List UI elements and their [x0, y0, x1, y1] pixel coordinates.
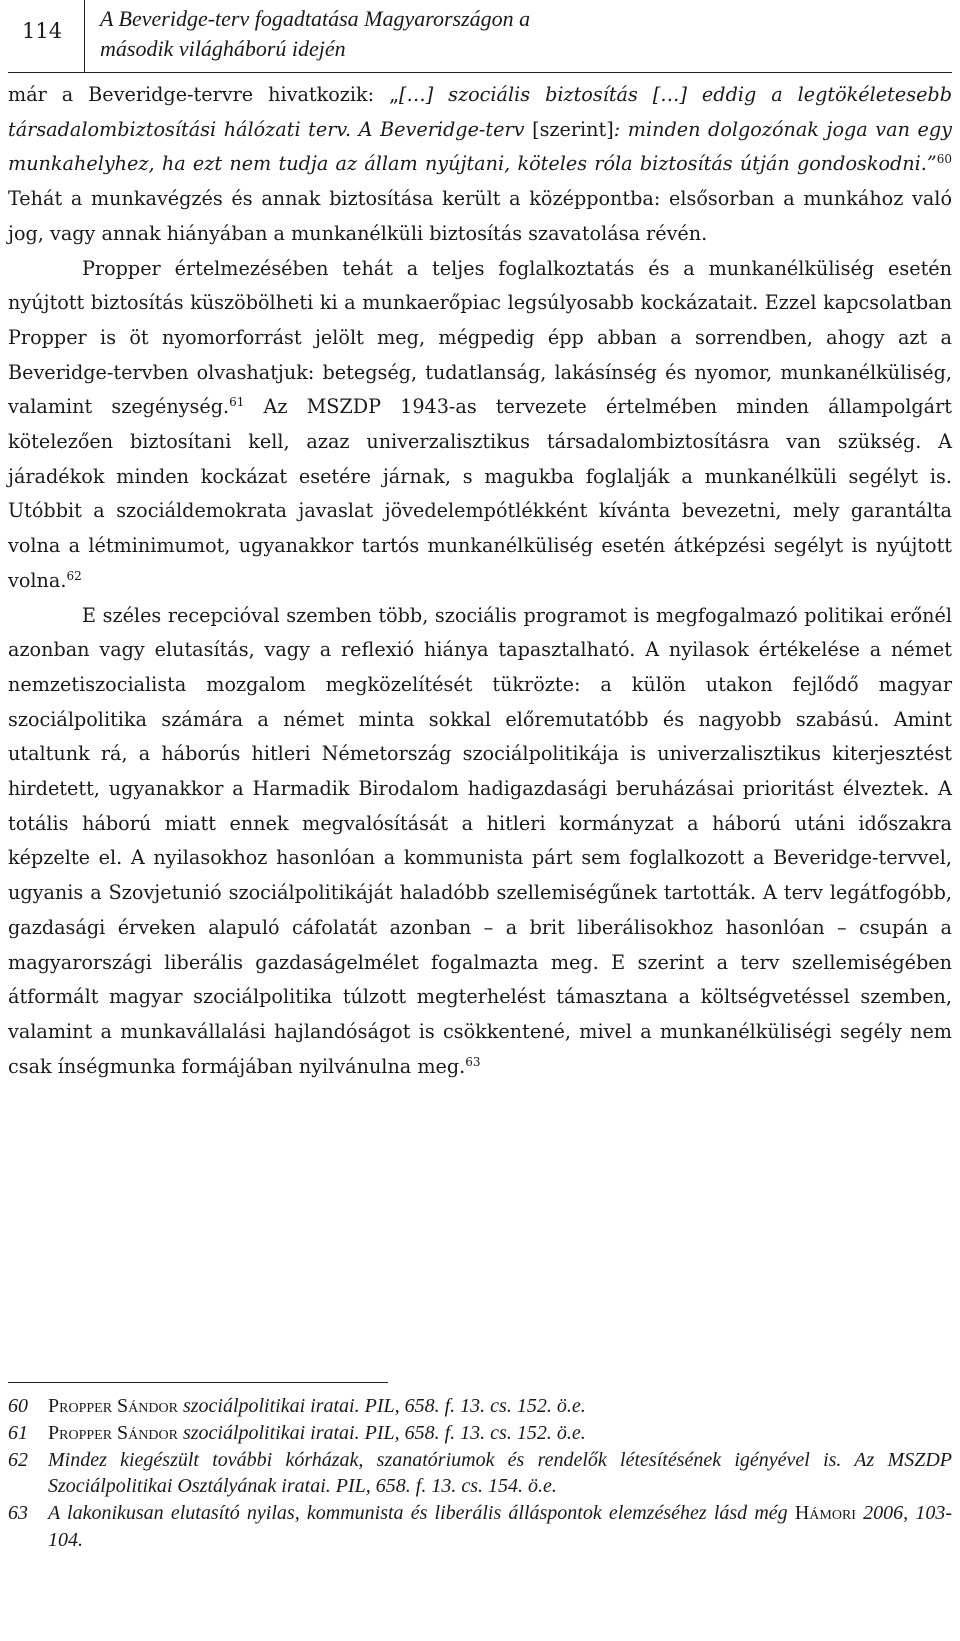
- footnote-61: [8, 1420, 952, 1447]
- paragraph-3-text: E széles recepcióval szemben több, szociális programot is megfogalmazó politikai erőnél azonban vagy elutasítás, vagy a reflexió hiánya tapasztalható. A nyilasok értékelése a német nemzetiszocialista mozgalom megközelítését tükrözte: a külön utakon fejlődő magyar szociálpolitika számára a német minta sokkal előremutatóbb és nagyobb szabású. Amint utaltunk rá, a háborús hitleri Németország szociálpolitikája is univerzalisztikus kiterjesztést hirdetett, ugyanakkor a Harmadik Birodalom hadigazdasági beruházásai prioritást élveztek. A totális háború miatt ennek megvalósítását a hitleri kormányzat a háború utáni időszakra képzelte el. A nyilasokhoz hasonlóan a kommunista párt sem foglalkozott a Beveridge-tervvel, ugyanis a Szovjetunió szociálpolitikáját haladóbb szellemiségűnek tartották. A terv legátfogóbb, gazdasági érveken alapuló cáfolatát azonban – a brit liberálisokhoz hasonlóan – csupán a magyarországi liberális gazdaságelmélet fogalmazta meg. E szerint a terv szellemiségében átformált magyar szociálpolitika túlzott megterhelést támasztana a költségvetéssel szemben, valamint a munkavállalási hajlandóságot is csökkentené, mivel a munkanélküliségi segély nem csak ínségmunka formájában nyilvánulna meg.: [8, 603, 952, 1078]
- footnote-text: Mindez kiegészült további kórházak, szanatóriumok és rendelők létesítésének igényével is. Az MSZDP Szociálpolitikai Osztályának iratai. PIL, 658. f. 13. cs. 154. ö.e.: [48, 1448, 952, 1498]
- footnote-number: 60: [8, 1395, 28, 1417]
- footnote-text: A lakonikusan elutasító nyilas, kommunista és liberális álláspontok elemzéséhez lásd még: [48, 1502, 795, 1525]
- paragraph-2-part-2: Az MSZDP 1943-as tervezete értelmében minden állampolgárt kötelezően biztosítani kell, azaz univerzalisztikus társadalombiztosításra van szükség. A járadékok minden kockázat esetére járnak, s magukba foglalják a munkanélküli segélyt is. Utóbbit a szociáldemokrata javaslat jövedelempótlékként kívánta bevezetni, mely garantálta volna a létminimumot, ugyanakkor tartós munkanélküliség esetén átképzési segélyt is nyújtott volna.: [8, 395, 952, 592]
- page-number: 114: [22, 19, 63, 43]
- quote-text-continued: : minden dolgozónak joga van egy munkahelyhez, ha ezt nem tudja az állam nyújtani, köteles róla biztosítás útján gondoskodni.: [8, 117, 952, 176]
- footnote-text: szociálpolitikai iratai. PIL, 658. f. 13. cs. 152. ö.e.: [177, 1421, 586, 1444]
- running-title-line-1: A Beveridge-terv fogadtatása Magyarországon a: [100, 6, 531, 31]
- footnote-text: szociálpolitikai iratai. PIL, 658. f. 13. cs. 152. ö.e.: [177, 1395, 586, 1417]
- footnote-number: 63: [8, 1502, 28, 1525]
- paragraph-1-rest: Tehát a munkavégzés és annak biztosítása került a középpontba: elsősorban a munkához való jog, vagy annak hiányában a munkanélküli biztosítás szavatolása révén.: [8, 187, 952, 245]
- header-divider-vertical: [84, 0, 85, 72]
- footnote-63: [8, 1500, 952, 1554]
- running-title-line-2: második világháború idején: [100, 36, 346, 61]
- quote-intro: már a Beveridge-tervre hivatkozik: „: [8, 83, 400, 106]
- footnote-separator: [8, 1382, 388, 1383]
- footnote-number: 61: [8, 1421, 28, 1444]
- running-title: [100, 4, 660, 64]
- quote-close: ”: [926, 152, 937, 176]
- footnote-author: Propper Sándor: [48, 1395, 178, 1417]
- paragraph-2-part-1: Propper értelmezésében tehát a teljes foglalkoztatás és a munkanélküliség esetén nyújtott biztosítás küszöbölheti ki a munkaerőpiac legsúlyosabb kockázatait. Ezzel kapcsolatban Propper is öt nyomorforrást jelölt meg, mégpedig épp abban a sorrendben, ahogy azt a Beveridge-tervben olvashatjuk: betegség, tudatlanság, lakásínség és nyomor, munkanélküliség, valamint szegénység.: [8, 256, 952, 419]
- footnote-60: [8, 1393, 952, 1420]
- footnote-author: Propper Sándor: [48, 1421, 178, 1444]
- header-rule: [8, 72, 952, 73]
- footnote-ref-63[interactable]: 63: [465, 1054, 481, 1069]
- footnote-ref-rest: 2006, 103-104.: [48, 1502, 952, 1551]
- paragraph-1: [8, 78, 952, 252]
- footnote-62: [8, 1447, 952, 1501]
- quote-text: […] szociális biztosítás […] eddig a legtökéletesebb társadalombiztosítási hálózati terv. A Beveridge-terv: [8, 83, 952, 141]
- running-header: [0, 0, 960, 72]
- paragraph-2: [8, 252, 952, 599]
- footnote-ref-60[interactable]: 60: [936, 152, 952, 167]
- quote-editorial-insert: [szerint]: [532, 117, 614, 141]
- body-text: [8, 78, 952, 1084]
- footnote-ref-author: Hámori: [794, 1502, 856, 1525]
- paragraph-3: [8, 599, 952, 1085]
- footnote-number: 62: [8, 1448, 28, 1471]
- footnote-ref-62[interactable]: 62: [66, 568, 82, 583]
- footnotes: [8, 1393, 952, 1554]
- footnote-ref-61[interactable]: 61: [229, 395, 245, 410]
